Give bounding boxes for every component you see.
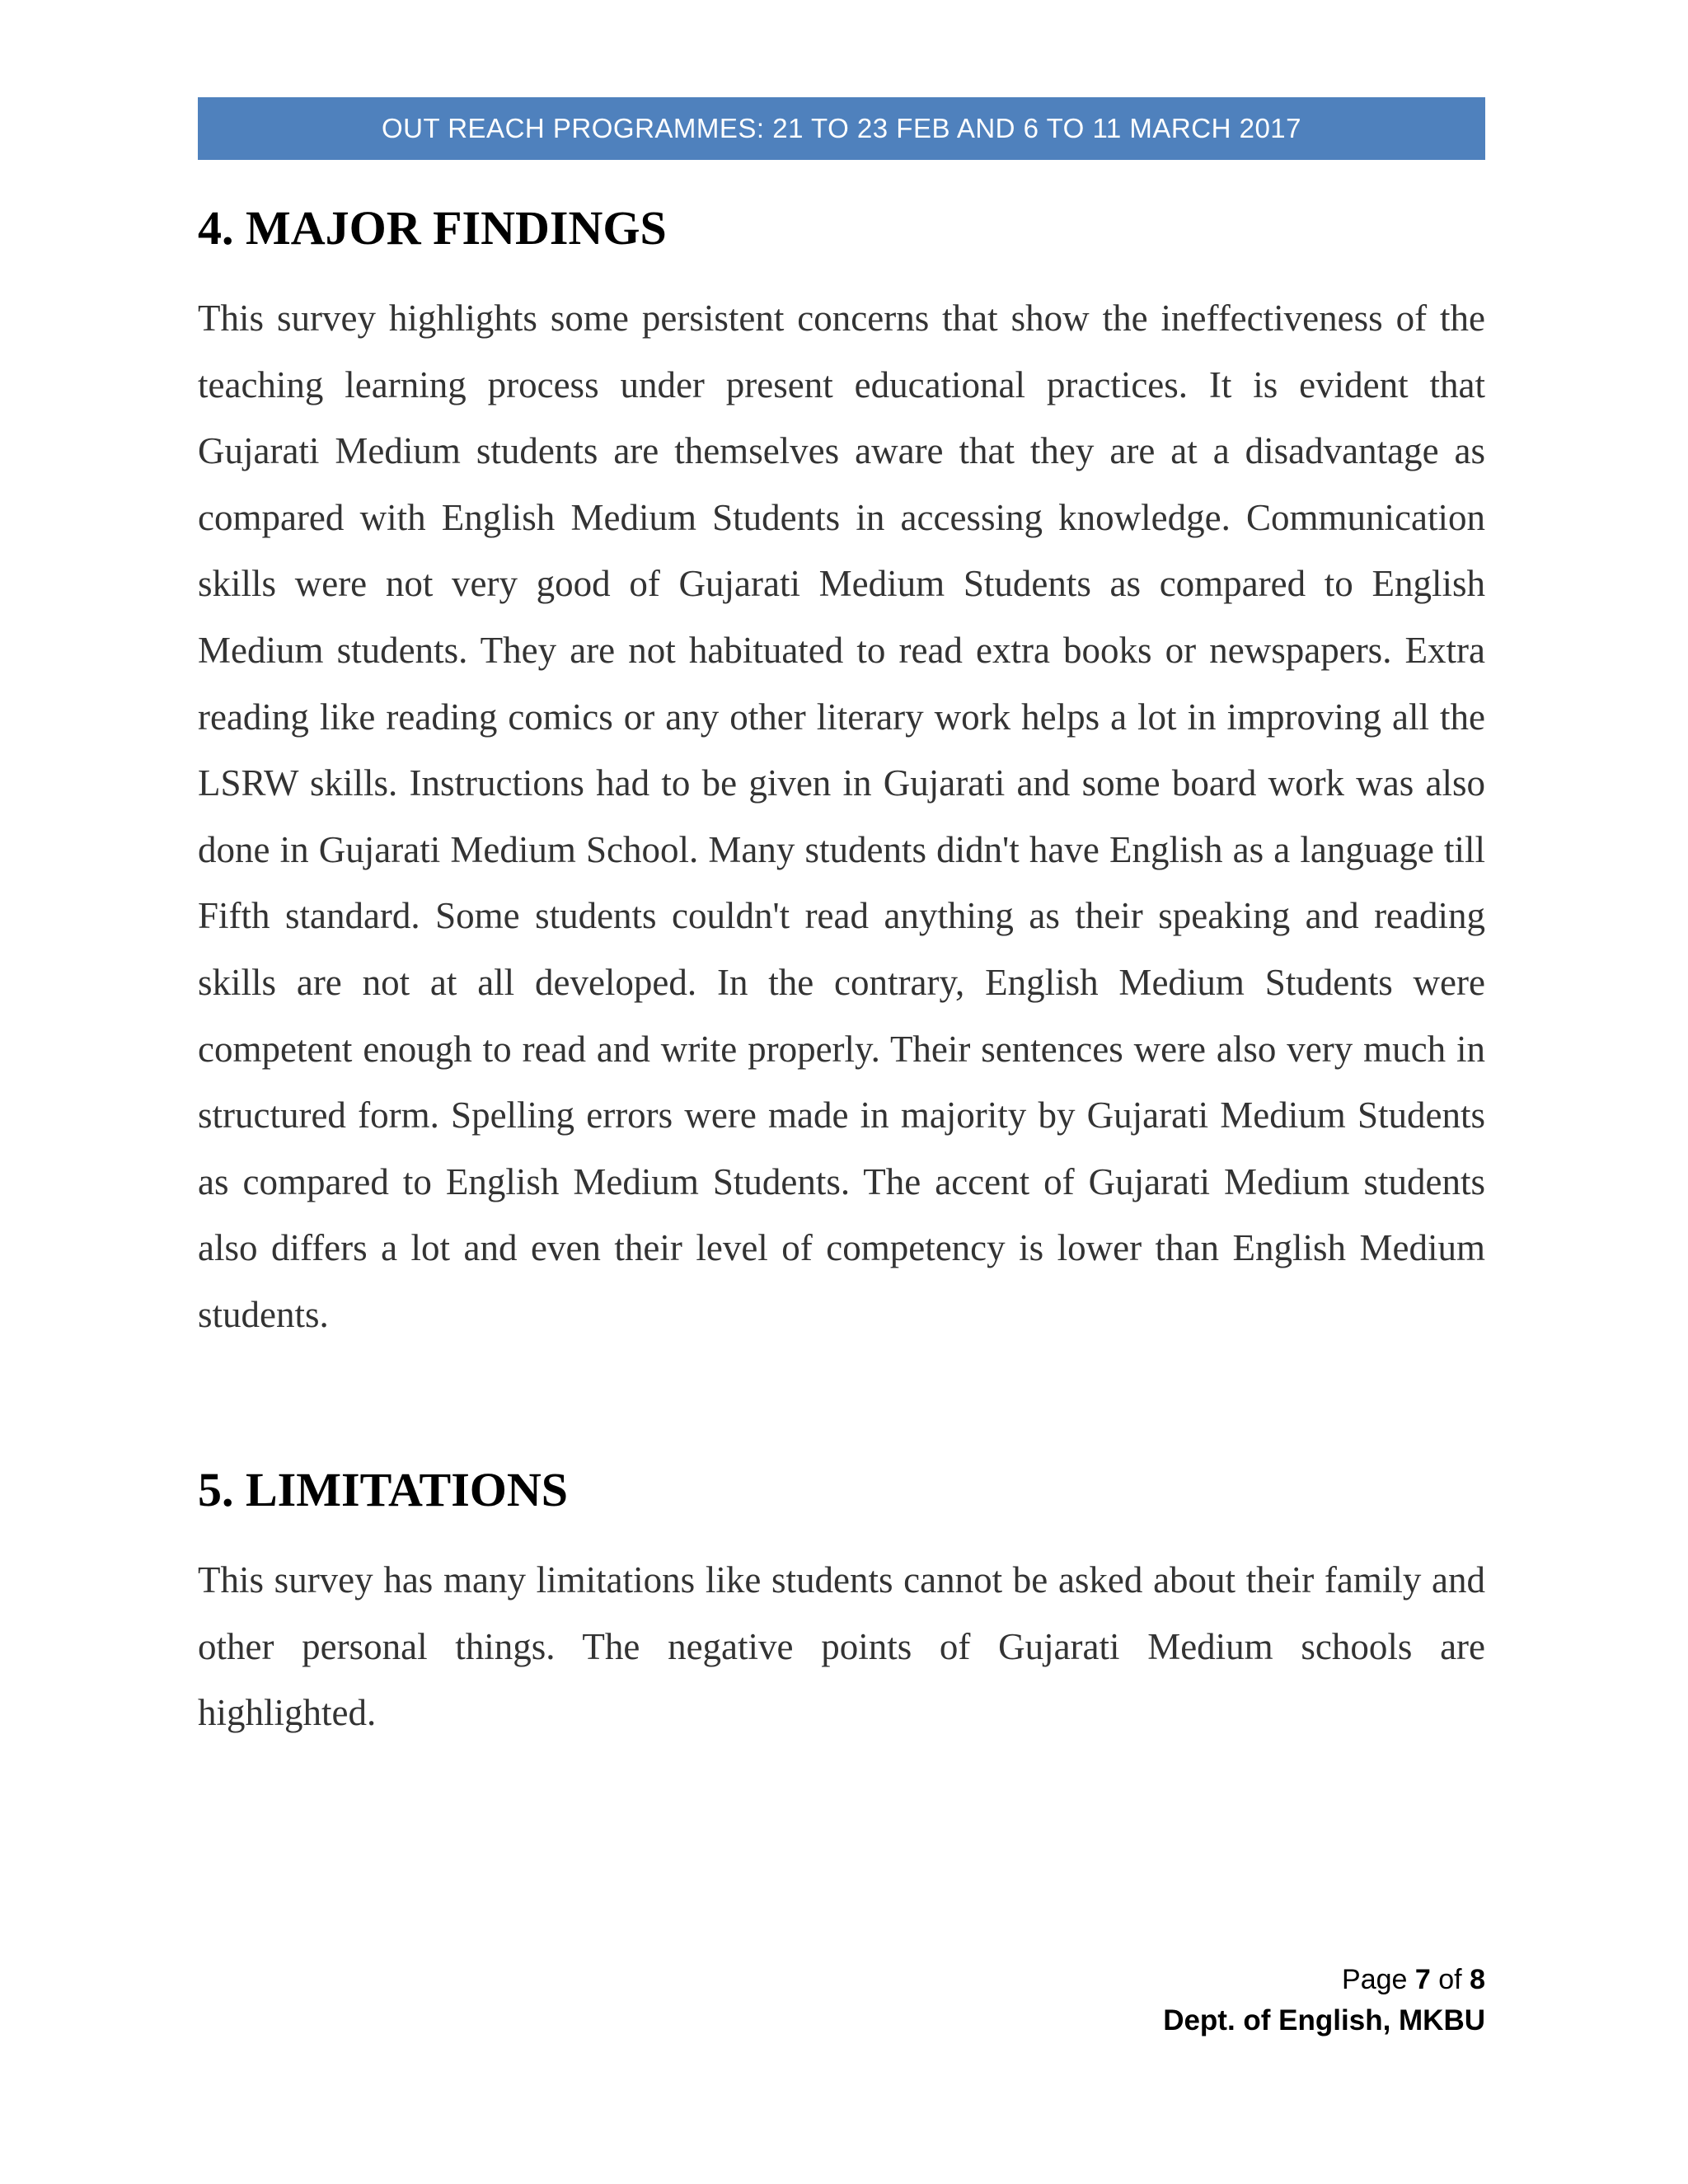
page-current: 7 xyxy=(1414,1964,1431,1995)
section-body-major-findings: This survey highlights some persistent concerns that show the ineffectiveness of the teaching learning process under present educational practices. It is evident that Gujarati Medium students are themselves aware that they are at a disadvantage as compared with English Medium Students in accessing knowledge. Communication skills were not very good of Gujarati Medium Students as compared to English Medium students. They are not habituated to read extra books or newspapers. Extra reading like reading comics or any other literary work helps a lot in improving all the LSRW skills. Instructions had to be given in Gujarati and some board work was also done in Gujarati Medium School. Many students didn't have English as a language till Fifth standard. Some students couldn't read anything as their speaking and reading skills are not at all developed. In the contrary, English Medium Students were competent enough to read and write properly. Their sentences were also very much in structured form. Spelling errors were made in majority by Gujarati Medium Students as compared to English Medium Students. The accent of Gujarati Medium students also differs a lot and even their level of competency is lower than English Medium students. xyxy=(198,298,1485,1335)
section-body-limitations: This survey has many limitations like students cannot be asked about their family and other personal things. The negative points of Gujarati Medium schools are highlighted. xyxy=(198,1559,1485,1734)
section-heading-major-findings: 4. MAJOR FINDINGS xyxy=(198,201,667,255)
page-of: of xyxy=(1438,1964,1462,1995)
page-footer xyxy=(1163,1960,1485,2042)
page-number xyxy=(1163,1960,1485,1999)
page-prefix: Page xyxy=(1342,1964,1408,1995)
section-heading-limitations: 5. LIMITATIONS xyxy=(198,1463,569,1516)
running-header: OUT REACH PROGRAMMES: 21 TO 23 FEB AND 6 TO 11 MARCH 2017 xyxy=(198,97,1485,160)
department-label: Dept. of English, MKBU xyxy=(1163,2004,1485,2036)
page-total: 8 xyxy=(1470,1964,1485,1995)
